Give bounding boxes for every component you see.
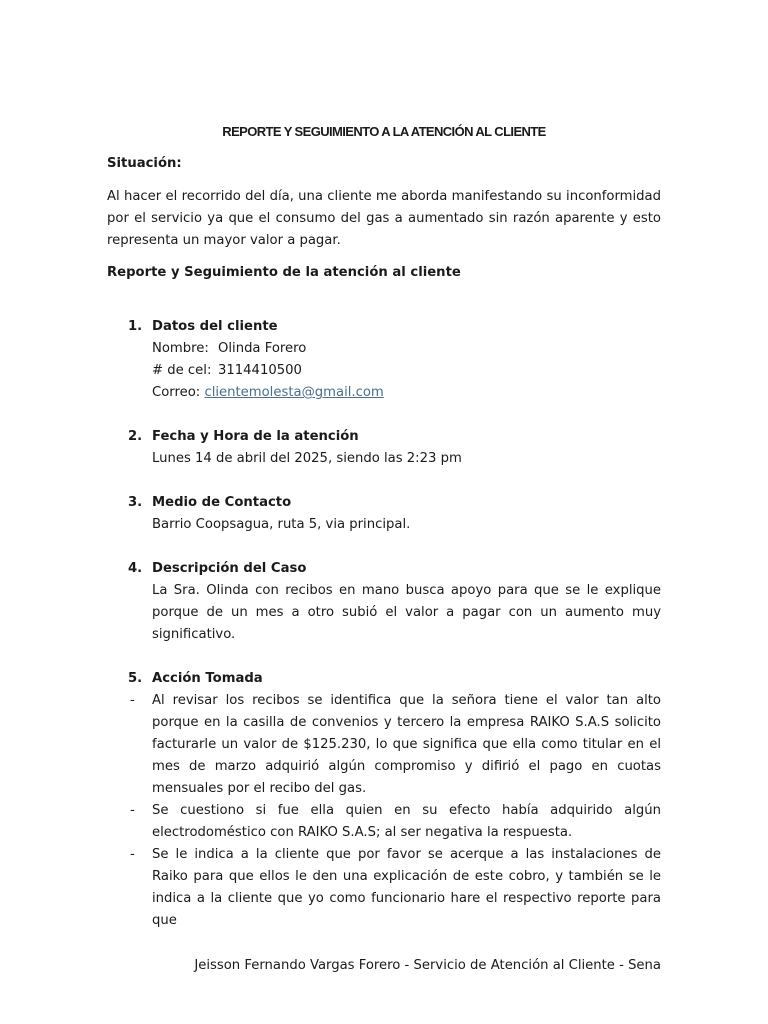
section-client-data bbox=[128, 316, 661, 404]
bullet-dash: - bbox=[130, 803, 135, 818]
section-heading: Fecha y Hora de la atención bbox=[152, 429, 359, 444]
section-case-description bbox=[128, 558, 661, 646]
section-date-time bbox=[128, 426, 661, 470]
client-email-label: Correo: bbox=[152, 385, 201, 400]
bullet-text: Se le indica a la cliente que por favor se acerque a las instalaciones de Raiko para que ellos le den una explicación de este cobro, y también se le indica a la cliente que yo como funcionario hare el respectivo reporte para que bbox=[152, 847, 661, 928]
section-number: 5. bbox=[128, 671, 143, 686]
document-title: REPORTE Y SEGUIMIENTO A LA ATENCIÓN AL CLIENTE bbox=[222, 124, 546, 139]
section-text: Lunes 14 de abril del 2025, siendo las 2:23 pm bbox=[152, 451, 462, 466]
client-email-link[interactable]: clientemolesta@gmail.com bbox=[204, 385, 384, 400]
section-number: 2. bbox=[128, 429, 143, 444]
bullet-text: Se cuestiono si fue ella quien en su efecto había adquirido algún electrodoméstico con RAIKO S.A.S; al ser negativa la respuesta. bbox=[152, 803, 661, 840]
section-heading: Descripción del Caso bbox=[152, 561, 307, 576]
client-name-label: Nombre: bbox=[152, 341, 209, 356]
section-contact-medium bbox=[128, 492, 661, 536]
list-item bbox=[130, 844, 661, 932]
bullet-dash: - bbox=[130, 847, 135, 862]
situation-text: Al hacer el recorrido del día, una cliente me aborda manifestando su inconformidad por el servicio ya que el consumo del gas a aumentado sin razón aparente y esto representa un mayor valor a pagar. bbox=[107, 189, 661, 248]
section-number: 1. bbox=[128, 319, 143, 334]
client-name-row bbox=[152, 338, 661, 360]
list-item bbox=[130, 690, 661, 800]
client-name-value: Olinda Forero bbox=[218, 341, 307, 356]
section-heading: Acción Tomada bbox=[152, 671, 263, 686]
section-text: La Sra. Olinda con recibos en mano busca apoyo para que se le explique porque de un mes a otro subió el valor a pagar con un aumento muy significativo. bbox=[152, 583, 661, 642]
section-number: 3. bbox=[128, 495, 143, 510]
bullet-text: Al revisar los recibos se identifica que la señora tiene el valor tan alto porque en la casilla de convenios y tercero la empresa RAIKO S.A.S solicito facturarle un valor de $125.230, lo que significa que ella como titular en el mes de marzo adquirió algún compromiso y difirió el pago en cuotas mensuales por el recibo del gas. bbox=[152, 693, 661, 796]
bullet-dash: - bbox=[130, 693, 135, 708]
list-item bbox=[130, 800, 661, 844]
report-heading: Reporte y Seguimiento de la atención al cliente bbox=[107, 265, 461, 280]
section-heading: Medio de Contacto bbox=[152, 495, 292, 510]
section-heading: Datos del cliente bbox=[152, 319, 278, 334]
situation-heading: Situación: bbox=[107, 156, 182, 171]
client-phone-value: 3114410500 bbox=[218, 363, 302, 378]
section-action-taken bbox=[128, 668, 661, 932]
section-text: Barrio Coopsagua, ruta 5, via principal. bbox=[152, 517, 411, 532]
section-number: 4. bbox=[128, 561, 143, 576]
page-footer: Jeisson Fernando Vargas Forero - Servicio de Atención al Cliente - Sena bbox=[194, 958, 661, 973]
client-email-row bbox=[152, 382, 661, 404]
client-phone-row bbox=[152, 360, 661, 382]
client-phone-label: # de cel: bbox=[152, 363, 212, 378]
